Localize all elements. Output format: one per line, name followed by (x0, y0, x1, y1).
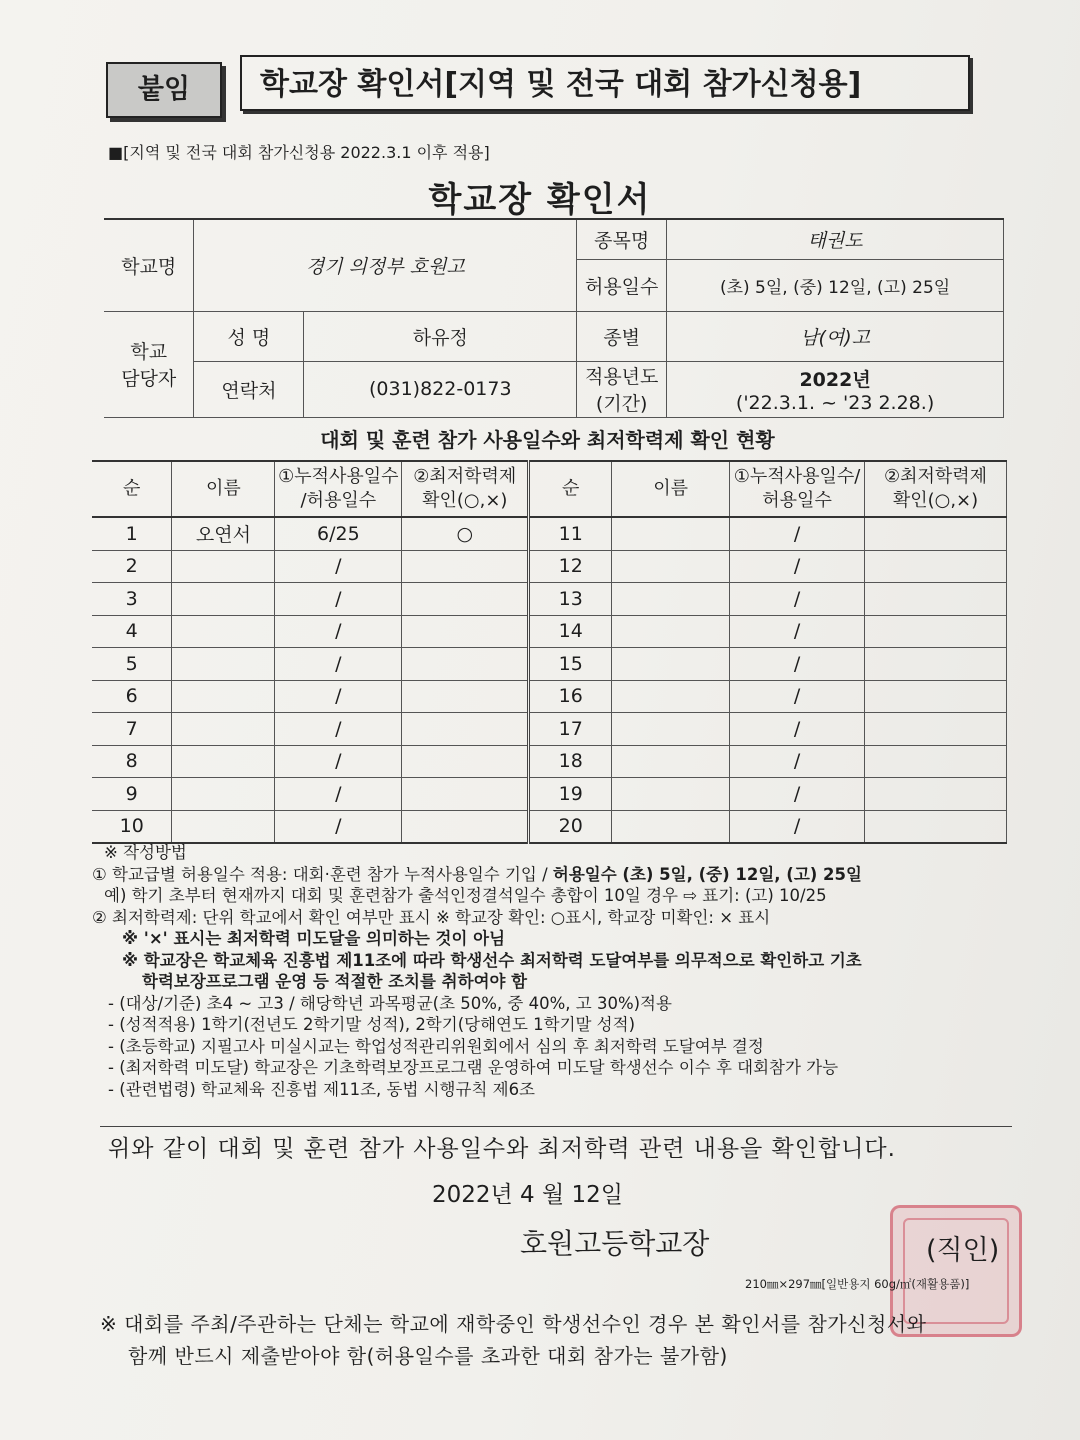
table-row (92, 615, 1007, 648)
row-check-right (865, 648, 1007, 681)
notes-title: ※ 작성방법 (104, 843, 187, 862)
row-check-right (865, 517, 1007, 550)
row-number-right: 14 (529, 615, 612, 648)
row-number-right: 11 (529, 517, 612, 550)
row-name: 오연서 (172, 517, 275, 550)
row-days: / (275, 713, 402, 746)
row-days-right: / (730, 615, 865, 648)
section-title: 대회 및 훈련 참가 사용일수와 최저학력제 확인 현황 (320, 428, 775, 452)
manager-label-line1: 학교 (130, 341, 168, 363)
row-days-right: / (730, 648, 865, 681)
seal-label: (직인) (926, 1235, 1000, 1266)
row-days-right: / (730, 517, 865, 550)
header-days-line1: ①누적사용일수 (278, 466, 399, 487)
row-name (172, 745, 275, 778)
row-name (172, 550, 275, 583)
paper-spec: 210㎜×297㎜[일반용지 60g/㎡(재활용품)] (745, 1277, 970, 1291)
row-name (172, 583, 275, 616)
table-row (92, 517, 1007, 550)
note-1 (92, 864, 1022, 886)
row-check (402, 615, 529, 648)
row-name (172, 778, 275, 811)
table-row (92, 680, 1007, 713)
header-days (275, 461, 402, 517)
row-days-right: / (730, 745, 865, 778)
note-4a: ※ 학교장은 학교체육 진흥법 제11조에 따라 학생선수 최저학력 도달여부를 의무적으로 확인하고 기초 (122, 950, 862, 970)
row-number-right: 16 (529, 680, 612, 713)
header-check-right-line2: 확인(○,×) (892, 490, 979, 511)
row-name (172, 615, 275, 648)
row-number: 5 (92, 648, 172, 681)
table-row (92, 778, 1007, 811)
year-value (667, 361, 1004, 417)
row-check (402, 583, 529, 616)
note-2: ② 최저학력제: 단위 학교에서 확인 여부만 표시 ※ 학교장 확인: ○표시, 학교장 미확인: × 표시 (92, 907, 771, 927)
row-name (172, 810, 275, 843)
school-name-value: 경기 의정부 호원고 (194, 219, 577, 311)
row-number: 4 (92, 615, 172, 648)
header-days-right-line1: ①누적사용일수/ (733, 466, 861, 487)
row-days: / (275, 648, 402, 681)
row-check-right (865, 615, 1007, 648)
row-check (402, 745, 529, 778)
row-days: / (275, 745, 402, 778)
row-days: / (275, 550, 402, 583)
row-name-right (612, 745, 730, 778)
table-row (92, 810, 1007, 843)
header-days-right (730, 461, 865, 517)
type-value: 남(여)고 (667, 311, 1004, 361)
row-days-right: / (730, 583, 865, 616)
header-days-line2: /허용일수 (300, 490, 377, 511)
note-3: ※ '×' 표시는 최저학력 미도달을 의미하는 것이 아님 (122, 929, 506, 948)
row-days: / (275, 680, 402, 713)
row-check-right (865, 778, 1007, 811)
row-name-right (612, 583, 730, 616)
note-1-text: ① 학교급별 허용일수 적용: 대회·훈련 참가 누적사용일수 기입 / (92, 864, 553, 884)
row-number: 8 (92, 745, 172, 778)
row-name-right (612, 648, 730, 681)
row-name-right (612, 517, 730, 550)
row-number-right: 13 (529, 583, 612, 616)
row-number: 7 (92, 713, 172, 746)
year-value-line1: 2022년 (799, 368, 871, 391)
row-check-right (865, 713, 1007, 746)
header-name-right: 이름 (612, 461, 730, 517)
row-check-right (865, 810, 1007, 843)
row-number-right: 12 (529, 550, 612, 583)
header-check-line1: ②최저학력제 (413, 466, 517, 487)
row-number: 6 (92, 680, 172, 713)
row-name (172, 713, 275, 746)
header-check-right (865, 461, 1007, 517)
row-days-right: / (730, 550, 865, 583)
row-days-right: / (730, 713, 865, 746)
header-name: 이름 (172, 461, 275, 517)
row-check: ○ (402, 517, 529, 550)
row-check (402, 713, 529, 746)
year-label (577, 361, 667, 417)
manager-name-value: 하유정 (304, 311, 577, 361)
header-no-right: 순 (529, 461, 612, 517)
main-title: 학교장 확인서 (428, 180, 652, 220)
note-dash-1: - (대상/기준) 초4 ~ 고3 / 해당학년 과목평균(초 50%, 중 40%, 고 30%)적용 (108, 993, 672, 1013)
document-date: 2022년 4 월 12일 (432, 1182, 624, 1208)
row-check-right (865, 583, 1007, 616)
manager-label-line2: 담당자 (121, 368, 177, 390)
document-heading: 학교장 확인서[지역 및 전국 대회 참가신청용] (240, 55, 970, 111)
row-name-right (612, 615, 730, 648)
row-number: 1 (92, 517, 172, 550)
note-dash-3: - (초등학교) 지필고사 미실시교는 학업성적관리위원회에서 심의 후 최저학력 도달여부 결정 (108, 1036, 764, 1056)
header-check (402, 461, 529, 517)
footer-line-2: 함께 반드시 제출받아야 함(허용일수를 초과한 대회 참가는 불가함) (128, 1344, 728, 1368)
manager-name-label: 성 명 (194, 311, 304, 361)
row-number: 2 (92, 550, 172, 583)
contact-value: (031)822-0173 (304, 361, 577, 417)
row-number-right: 17 (529, 713, 612, 746)
table-row (92, 648, 1007, 681)
year-label-line1: 적용년도 (584, 366, 659, 388)
contact-label: 연락처 (194, 361, 304, 417)
row-name (172, 680, 275, 713)
footer-note (100, 1308, 1000, 1372)
row-check (402, 680, 529, 713)
row-number: 9 (92, 778, 172, 811)
note-4b: 학력보장프로그램 운영 등 적절한 조치를 취하여야 함 (142, 972, 528, 991)
row-days-right: / (730, 680, 865, 713)
table-row (92, 550, 1007, 583)
row-name-right (612, 550, 730, 583)
row-name-right (612, 778, 730, 811)
table-row (92, 583, 1007, 616)
row-check (402, 778, 529, 811)
header-days-right-line2: 허용일수 (762, 490, 832, 511)
note-dash-5: - (관련법령) 학교체육 진흥법 제11조, 동법 시행규칙 제6조 (108, 1079, 535, 1099)
row-days: / (275, 583, 402, 616)
note-1-example: 예) 학기 초부터 현재까지 대회 및 훈련참가 출석인정결석일수 총합이 10일 경우 ⇨ 표기: (고) 10/25 (104, 886, 827, 905)
header-check-line2: 확인(○,×) (422, 490, 508, 511)
row-check-right (865, 680, 1007, 713)
row-check-right (865, 745, 1007, 778)
row-check (402, 810, 529, 843)
row-days: / (275, 778, 402, 811)
allowed-days-label: 허용일수 (577, 259, 667, 311)
table-row (92, 745, 1007, 778)
table-row (92, 713, 1007, 746)
row-check-right (865, 550, 1007, 583)
row-check (402, 648, 529, 681)
row-number-right: 19 (529, 778, 612, 811)
event-label: 종목명 (577, 219, 667, 259)
year-label-line2: (기간) (595, 393, 648, 415)
header-check-right-line1: ②최저학력제 (883, 466, 988, 487)
divider (100, 1126, 1012, 1127)
header-no: 순 (92, 461, 172, 517)
row-name-right (612, 713, 730, 746)
info-table (104, 218, 1004, 418)
footer-line-1: ※ 대회를 주최/주관하는 단체는 학교에 재학중인 학생선수인 경우 본 확인서를 참가신청서와 (100, 1312, 927, 1336)
row-days: 6/25 (275, 517, 402, 550)
applicability-note: ■[지역 및 전국 대회 참가신청용 2022.3.1 이후 적용] (108, 143, 490, 162)
row-number: 10 (92, 810, 172, 843)
row-check (402, 550, 529, 583)
row-days: / (275, 810, 402, 843)
note-1-bold: 허용일수 (초) 5일, (중) 12일, (고) 25일 (552, 864, 862, 884)
row-name-right (612, 680, 730, 713)
event-value: 태권도 (667, 219, 1004, 259)
attachment-tag: 붙임 (106, 62, 222, 118)
confirmation-text: 위와 같이 대회 및 훈련 참가 사용일수와 최저학력 관련 내용을 확인합니다. (108, 1136, 896, 1162)
participants-table (92, 460, 1007, 844)
writing-instructions (92, 842, 1022, 1100)
type-label: 종별 (577, 311, 667, 361)
row-days-right: / (730, 810, 865, 843)
note-dash-2: - (성적적용) 1학기(전년도 2학기말 성적), 2학기(당해연도 1학기말 성적) (108, 1015, 636, 1034)
row-days: / (275, 615, 402, 648)
principal-title: 호원고등학교장 (520, 1227, 710, 1260)
row-number-right: 15 (529, 648, 612, 681)
school-name-label: 학교명 (104, 219, 194, 311)
allowed-days-value: (초) 5일, (중) 12일, (고) 25일 (667, 259, 1004, 311)
row-number-right: 18 (529, 745, 612, 778)
year-value-line2: ('22.3.1. ~ '23 2.28.) (735, 391, 935, 414)
row-name-right (612, 810, 730, 843)
row-days-right: / (730, 778, 865, 811)
row-name (172, 648, 275, 681)
note-dash-4: - (최저학력 미도달) 학교장은 기초학력보장프로그램 운영하여 미도달 학생선수 이수 후 대회참가 가능 (108, 1058, 839, 1077)
manager-label (104, 311, 194, 417)
row-number-right: 20 (529, 810, 612, 843)
row-number: 3 (92, 583, 172, 616)
table-header-row (92, 461, 1007, 517)
